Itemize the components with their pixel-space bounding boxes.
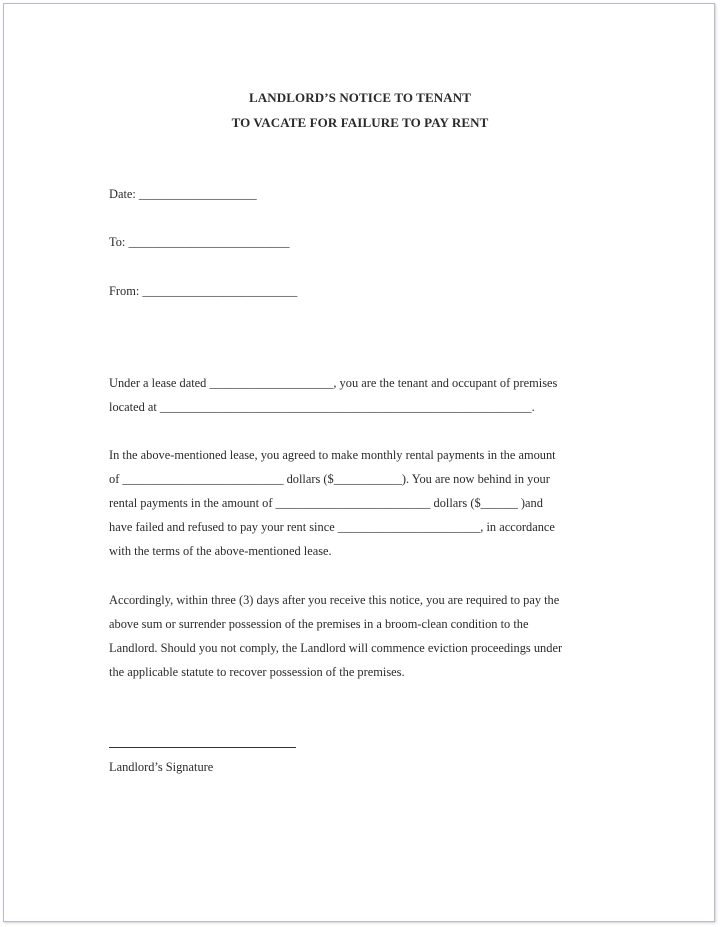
demand-line-4: the applicable statute to recover possession of the premises.: [109, 665, 405, 679]
signature-line: [109, 747, 296, 748]
rent-line-3: rental payments in the amount of _________________________ dollars ($______ )and: [109, 496, 543, 510]
title-line-2: TO VACATE FOR FAILURE TO PAY RENT: [231, 115, 489, 130]
signature-label: Landlord’s Signature: [109, 760, 214, 774]
demand-line-3: Landlord. Should you not comply, the Landlord will commence eviction proceedings under: [109, 641, 563, 655]
rent-line-5: with the terms of the above-mentioned lease.: [109, 544, 332, 558]
from-field: From: _________________________: [109, 284, 298, 298]
to-field: To: __________________________: [109, 235, 290, 249]
lease-line-1: Under a lease dated ____________________, you are the tenant and occupant of premises: [109, 376, 558, 390]
demand-line-1: Accordingly, within three (3) days after you receive this notice, you are required to pay the: [109, 593, 560, 607]
rent-line-1: In the above-mentioned lease, you agreed to make monthly rental payments in the amount: [109, 448, 556, 462]
lease-line-2: located at ____________________________________________________________.: [109, 400, 535, 414]
title-line-1: LANDLORD’S NOTICE TO TENANT: [249, 90, 471, 105]
date-field: Date: ___________________: [109, 187, 257, 201]
rent-line-4: have failed and refused to pay your rent since _______________________, in accordance: [109, 520, 555, 534]
demand-line-2: above sum or surrender possession of the premises in a broom-clean condition to the: [109, 617, 529, 631]
rent-line-2: of __________________________ dollars ($___________). You are now behind in your: [109, 472, 550, 486]
